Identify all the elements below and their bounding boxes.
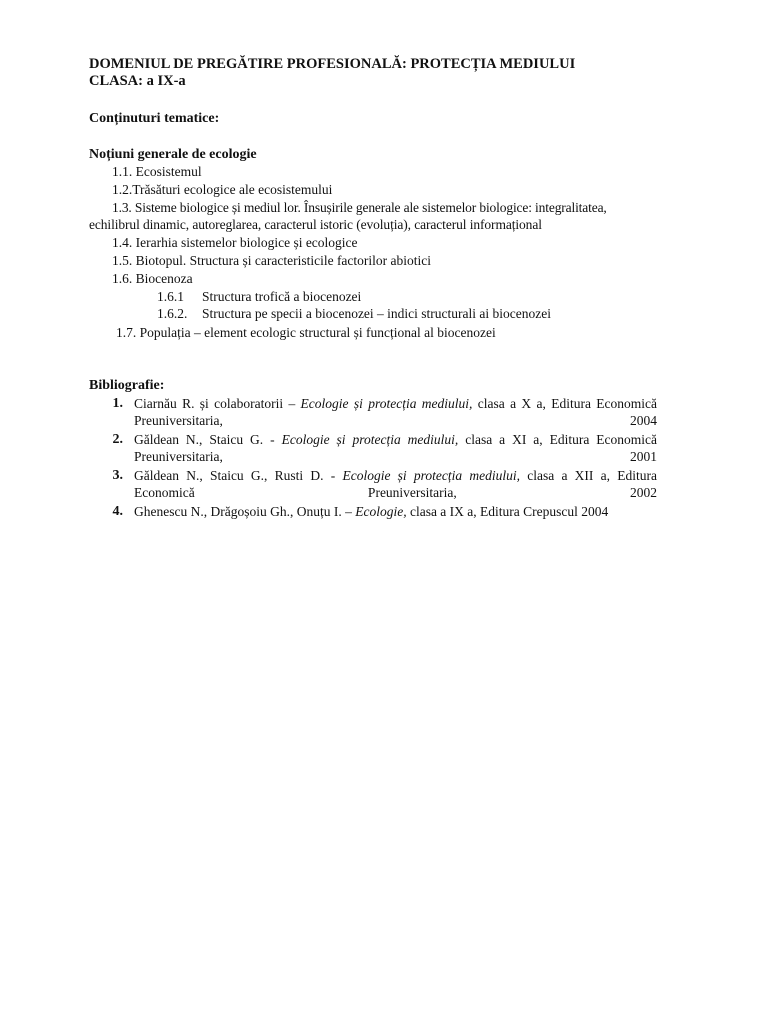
topic-1-3-line1: 1.3. Sisteme biologice și mediul lor. Însușirile generale ale sistemelor biologice: integralitatea, [112,200,607,215]
topic-1-4: 1.4. Ierarhia sistemelor biologice și ecologice [112,235,358,250]
bibliography-book-title: Ecologie și protecția mediului, [281,432,459,447]
bibliography-number: 1. [112,396,123,411]
bibliography-number: 2. [112,432,123,447]
bibliography-details: clasa a IX a, Editura Crepuscul 2004 [406,504,609,519]
bibliography-authors: Ghenescu N., Drăgoșoiu Gh., Onuțu I. – [134,504,356,519]
topic-1-5: 1.5. Biotopul. Structura și caracteristicile factorilor abiotici [112,253,432,268]
bibliography-item [134,431,657,465]
topic-1-6-2-number: 1.6.2. [157,306,188,321]
contents-title: Conținuturi tematice: [89,111,220,126]
bibliography-details: clasa a XII a, Editura [520,468,657,483]
topic-1-3-line2: echilibrul dinamic, autoreglarea, caracterul istoric (evoluția), caracterul informațional [89,217,542,232]
topic-1-6-1-text: Structura trofică a biocenozei [202,289,362,304]
bibliography-details: clasa a X a, Editura Economică [472,396,658,411]
topic-1-6-1-number: 1.6.1 [157,289,184,304]
topic-1-1: 1.1. Ecosistemul [112,164,202,179]
topic-1-6: 1.6. Biocenoza [112,271,193,286]
class-heading: CLASA: a IX-a [89,73,186,89]
bibliography-title: Bibliografie: [89,378,165,393]
bibliography-item [134,503,674,520]
bibliography-authors: Ciarnău R. și colaboratorii – [134,396,301,411]
bibliography-book-title: Ecologie, [355,504,407,519]
bibliography-book-title: Ecologie și protecția mediului, [300,396,473,411]
section-title: Noțiuni generale de ecologie [89,147,257,162]
domain-heading: DOMENIUL DE PREGĂTIRE PROFESIONALĂ: PROTECȚIA MEDIULUI [89,56,576,72]
bibliography-number: 3. [112,468,123,483]
bibliography-details: clasa a XI a, Editura Economică [458,432,657,447]
topic-1-7: 1.7. Populația – element ecologic structural și funcțional al biocenozei [116,325,496,340]
bibliography-publisher: Preuniversitaria, 2001 [134,449,657,464]
topic-1-2: 1.2.Trăsături ecologice ale ecosistemului [112,182,333,197]
bibliography-authors: Găldean N., Staicu G. - [134,432,282,447]
bibliography-publisher: Preuniversitaria, 2004 [134,413,657,428]
bibliography-item [134,395,657,429]
bibliography-publisher: Economică Preuniversitaria, 2002 [134,485,657,500]
topic-1-6-2-text: Structura pe specii a biocenozei – indici structurali ai biocenozei [202,306,551,321]
bibliography-authors: Găldean N., Staicu G., Rusti D. - [134,468,343,483]
bibliography-number: 4. [112,504,123,519]
bibliography-book-title: Ecologie și protecția mediului, [342,468,521,483]
bibliography-item [134,467,657,501]
